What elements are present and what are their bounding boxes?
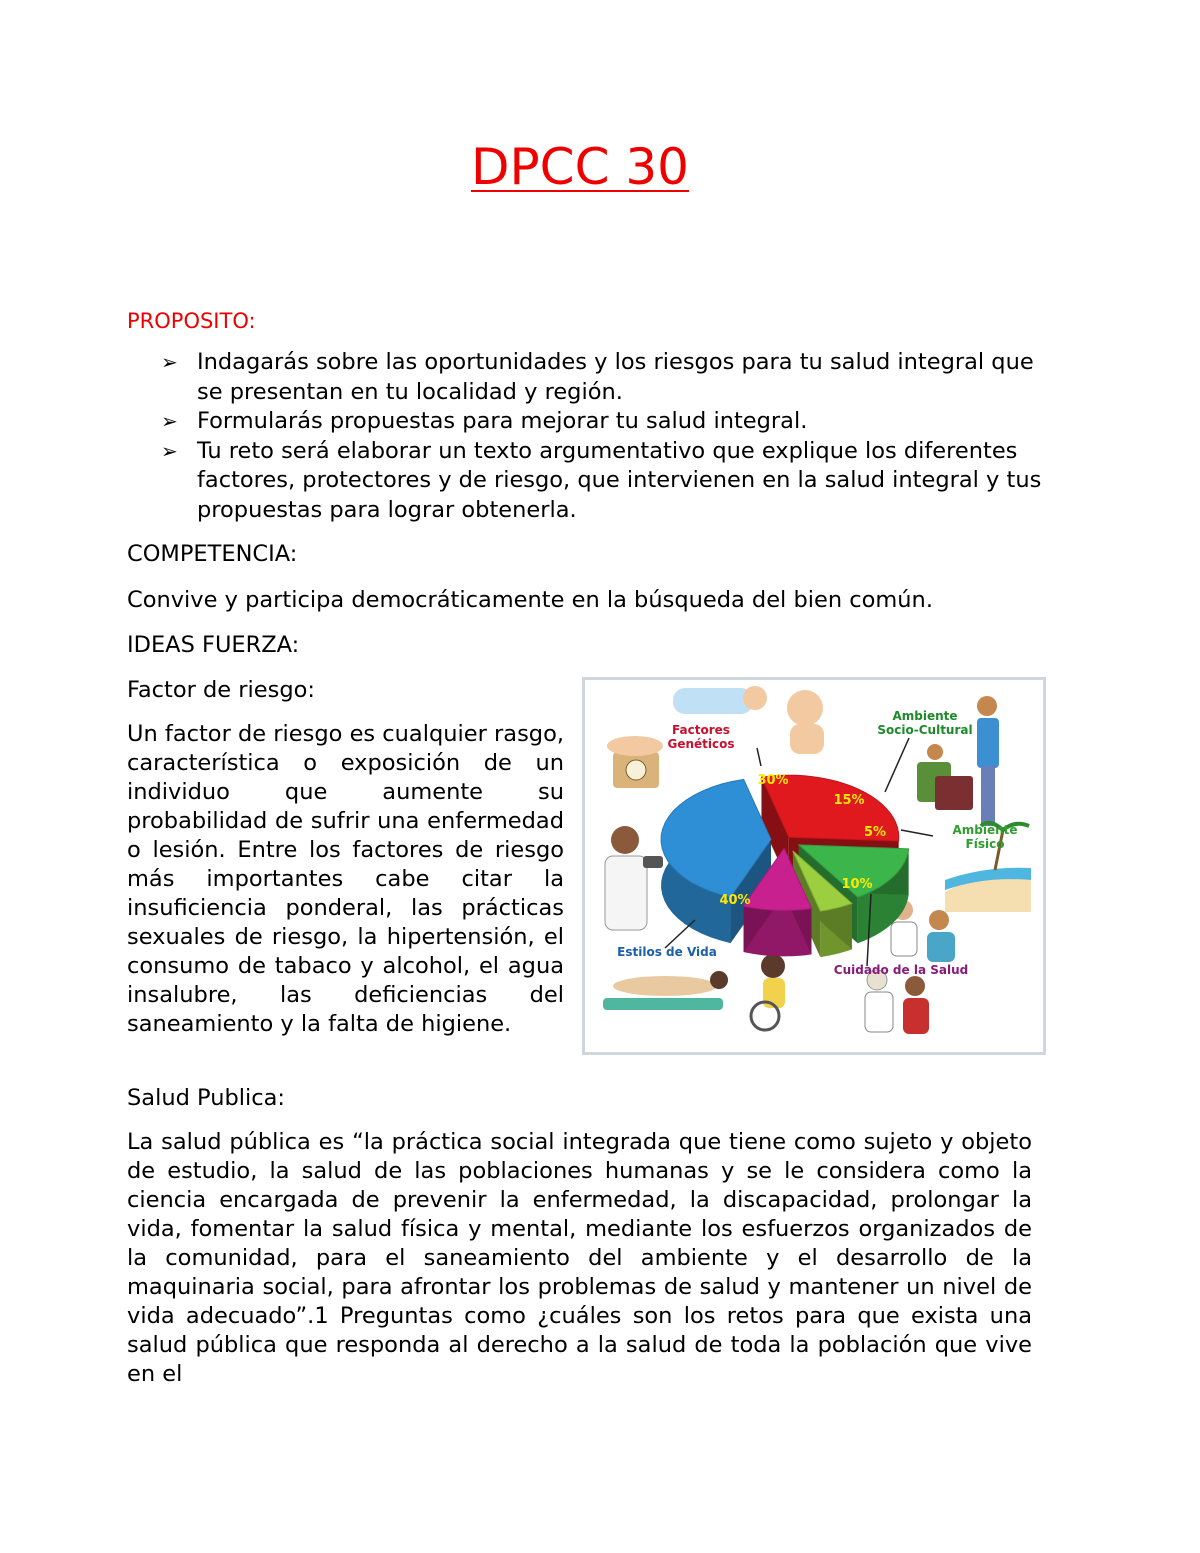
- pct-cuidado: 10%: [841, 877, 873, 892]
- label-ambiente-socio-1: Ambiente: [892, 709, 958, 723]
- label-ambiente-socio-2: Socio-Cultural: [877, 723, 973, 737]
- label-factores-geneticos-2: Genéticos: [667, 737, 735, 751]
- scale-illustration: [607, 736, 663, 788]
- list-item-text: Tu reto será elaborar un texto argumentativo que explique los diferentes factores, protectores y de riesgo, que intervienen en la salud integral y tus propuestas para lograr obtenerla.: [197, 437, 1042, 523]
- proposito-heading: PROPOSITO:: [127, 309, 256, 333]
- pct-estilos: 40%: [719, 893, 751, 908]
- list-item: [127, 437, 1047, 526]
- weightlifter-illustration: [605, 826, 663, 930]
- factor-riesgo-heading: Factor de riesgo:: [127, 677, 315, 703]
- label-cuidado-salud: Cuidado de la Salud: [833, 963, 969, 977]
- health-factors-figure: [582, 677, 1046, 1055]
- exercise-illustration: [603, 954, 785, 1030]
- document-title: DPCC 30: [471, 138, 689, 196]
- label-ambiente-fisico-2: Físico: [965, 837, 1005, 851]
- pct-fisico: 5%: [863, 825, 887, 840]
- arrow-bullet-icon: ➢: [161, 350, 178, 374]
- list-item-text: Formularás propuestas para mejorar tu salud integral.: [197, 408, 808, 434]
- label-ambiente-fisico-1: Ambiente: [952, 823, 1018, 837]
- list-item-text: Indagarás sobre las oportunidades y los riesgos para tu salud integral que se presentan en tu localidad y región.: [197, 349, 1034, 405]
- competencia-heading: COMPETENCIA:: [127, 541, 298, 567]
- list-item: [127, 407, 1047, 437]
- health-factors-pie: [585, 680, 1043, 1052]
- proposito-list: [127, 348, 1047, 525]
- competencia-text: Convive y participa democráticamente en la búsqueda del bien común.: [127, 587, 933, 613]
- factor-riesgo-text: Un factor de riesgo es cualquier rasgo, característica o exposición de un individuo que aumente su probabilidad de sufrir una enfermedad o lesión. Entre los factores de riesgo más importantes cabe citar la insuficiencia ponderal, las prácticas sexuales de riesgo, la hipertensión, el consumo de tabaco y alcohol, el agua insalubre, las deficiencias del saneamiento y la falta de higiene.: [127, 721, 564, 1037]
- salud-publica-heading: Salud Publica:: [127, 1085, 285, 1111]
- pct-geneticos: 30%: [757, 773, 789, 788]
- arrow-bullet-icon: ➢: [161, 409, 178, 433]
- salud-publica-text: La salud pública es “la práctica social integrada que tiene como sujeto y objeto de estudio, la salud de las poblaciones humanas y se le considera como la ciencia encargada de prevenir la enfermedad, la discapacidad, prolongar la vida, fomentar la salud física y mental, mediante los esfuerzos organizados de la comunidad, para el saneamiento del ambiente y el desarrollo de la maquinaria social, para afrontar los problemas de salud y mantener un nivel de vida adecuado”.1 Preguntas como ¿cuáles son los retos para que exista una salud pública que responda al derecho a la salud de toda la población que vive en el: [127, 1129, 1032, 1387]
- list-item: [127, 348, 1047, 407]
- arrow-bullet-icon: ➢: [161, 438, 178, 463]
- pct-socio: 15%: [833, 793, 865, 808]
- ideas-fuerza-heading: IDEAS FUERZA:: [127, 632, 300, 658]
- label-estilos-de-vida: Estilos de Vida: [617, 945, 717, 959]
- label-factores-geneticos-1: Factores: [672, 723, 730, 737]
